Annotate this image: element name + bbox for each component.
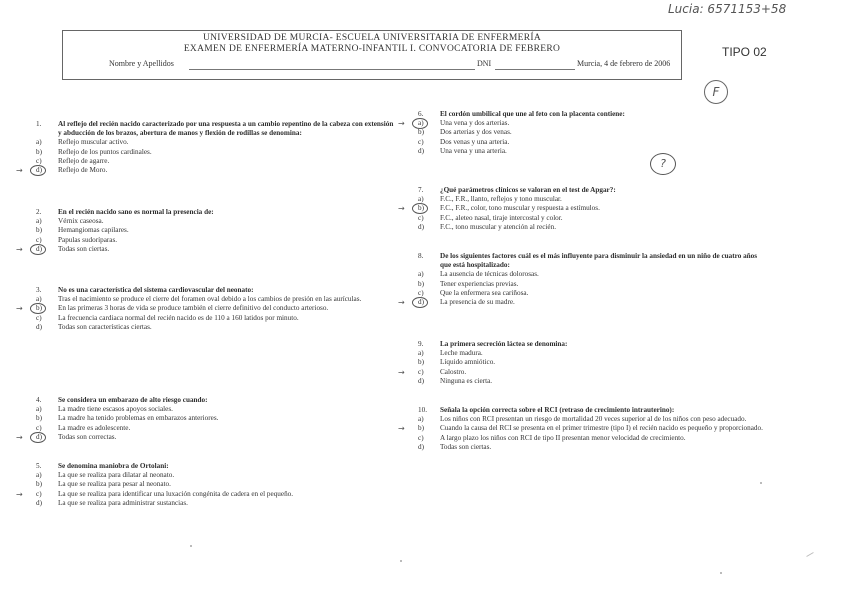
option — [418, 213, 650, 223]
option — [418, 128, 770, 137]
option-text: Dos arterias y dos venas. — [440, 128, 512, 137]
option-text: Reflejo de los puntos cardinales. — [58, 147, 152, 156]
option-text: Calostro. — [440, 367, 467, 376]
question-number: 5. — [36, 462, 42, 470]
option — [418, 195, 650, 204]
question-stem: Se denomina maniobra de Ortolani: — [58, 462, 169, 470]
option-text: La presencia de su madre. — [440, 298, 515, 307]
question-stem: ¿Qué parámetros clínicos se valoran en el test de Apgar?: — [440, 186, 616, 194]
option — [418, 376, 770, 386]
option-letter: c) — [36, 423, 42, 432]
option-text: Reflejo de Moro. — [58, 166, 108, 175]
question-number: 8. — [418, 252, 424, 260]
question-5 — [16, 462, 408, 508]
option — [418, 288, 770, 298]
option-text: Todas son características ciertas. — [58, 322, 152, 331]
option — [398, 424, 770, 434]
option-text: Los niños con RCI presentan un riesgo de mortalidad 20 veces superior al de los niños con peso adecuado. — [440, 415, 747, 424]
option-letter: c) — [36, 313, 42, 322]
option-text: F.C., F.R., color, tono muscular y respuesta a estímulos. — [440, 204, 600, 213]
question-stem: Señala la opción correcta sobre el RCI (retraso de crecimiento intrauterino): — [440, 406, 675, 414]
option-letter: b) — [36, 480, 42, 489]
exam-date: Murcia, 4 de febrero de 2006 — [577, 59, 671, 68]
option — [398, 204, 650, 214]
option — [16, 432, 398, 442]
handwritten-arrow-icon: → — [398, 367, 405, 377]
option — [36, 423, 398, 433]
handwritten-circled-letter: F — [704, 80, 728, 104]
option — [36, 226, 398, 235]
option-letter: d) — [36, 322, 42, 331]
option-text: Todas son ciertas. — [58, 244, 110, 253]
exam-header — [62, 30, 682, 80]
exam-type-label: TIPO 02 — [722, 45, 767, 59]
question-7 — [398, 186, 650, 232]
question-4 — [16, 396, 398, 442]
option-letter: a) — [418, 415, 424, 424]
option — [418, 349, 770, 358]
option — [36, 217, 398, 226]
option-letter: d) — [418, 442, 424, 451]
option-text: Ninguna es cierta. — [440, 376, 493, 385]
option-text: F.C., aleteo nasal, tiraje intercostal y color. — [440, 213, 563, 222]
option-letter: a) — [36, 138, 42, 147]
scan-speck — [806, 552, 813, 557]
option — [398, 367, 770, 377]
option — [36, 498, 408, 508]
question-9 — [398, 340, 770, 386]
question-8 — [398, 252, 770, 308]
handwritten-arrow-icon: → — [16, 244, 23, 254]
option-text: Dos venas y una arteria. — [440, 137, 510, 146]
scan-speck — [760, 482, 762, 484]
option-text: La madre ha tenido problemas en embarazos anteriores. — [58, 414, 219, 423]
question-2 — [16, 208, 398, 254]
option-letter: c) — [418, 288, 424, 297]
option-letter: b) — [36, 226, 42, 235]
option-letter: b) — [418, 424, 424, 433]
option-letter: d) — [418, 146, 424, 155]
handwritten-arrow-icon: → — [16, 304, 23, 314]
question-number: 2. — [36, 208, 42, 216]
option — [36, 405, 398, 414]
option-text: Que la enfermera sea cariñosa. — [440, 288, 529, 297]
option — [36, 295, 398, 304]
option — [36, 235, 398, 245]
option-text: Una vena y una arteria. — [440, 146, 507, 155]
option — [418, 442, 770, 452]
option-letter: c) — [418, 367, 424, 376]
option-letter: d) — [36, 166, 42, 175]
option-text: Todas son ciertas. — [440, 442, 492, 451]
question-number: 9. — [418, 340, 424, 348]
option-text: A largo plazo los niños con RCI de tipo II presentan menor velocidad de crecimiento. — [440, 433, 686, 442]
option-text: F.C., F.R., llanto, reflejos y tono muscular. — [440, 195, 562, 204]
question-6 — [398, 110, 770, 156]
scan-speck — [400, 560, 402, 562]
option-letter: a) — [418, 195, 424, 204]
option-text: Reflejo muscular activo. — [58, 138, 129, 147]
option-text: La que se realiza para identificar una luxación congénita de cadera en el pequeño. — [58, 489, 294, 498]
option-text: Tener experiencias previas. — [440, 279, 519, 288]
option-text: Todas son correctas. — [58, 432, 117, 441]
question-number: 10. — [418, 406, 427, 414]
option-letter: b) — [36, 414, 42, 423]
option-text: La madre es adolescente. — [58, 423, 131, 432]
option-letter: c) — [418, 137, 424, 146]
option — [418, 415, 770, 424]
option — [398, 298, 770, 308]
option — [418, 222, 650, 232]
question-stem: Al reflejo del recién nacido caracterizado por una respuesta a un cambio repentino de la cabeza con extensión y abducción de los brazos, abertura de manos y flexión de rodillas se denomina: — [58, 120, 394, 138]
option — [36, 156, 398, 166]
dni-underline — [495, 69, 575, 70]
question-number: 6. — [418, 110, 424, 118]
option-letter: d) — [418, 298, 424, 307]
option — [398, 119, 770, 129]
option-text: La que se realiza para administrar sustancias. — [58, 498, 188, 507]
option-letter: c) — [418, 213, 424, 222]
option-text: La que se realiza para dilatar al neonato. — [58, 471, 175, 480]
handwritten-arrow-icon: → — [16, 166, 23, 176]
handwritten-arrow-icon: → — [398, 119, 405, 129]
option-letter: d) — [418, 376, 424, 385]
option-letter: c) — [36, 156, 42, 165]
option-letter: a) — [36, 217, 42, 226]
option-text: En las primeras 3 horas de vida se produce también el cierre definitivo del conducto arterioso. — [58, 304, 329, 313]
option — [16, 166, 398, 176]
option — [36, 313, 398, 323]
question-number: 1. — [36, 120, 42, 128]
option-letter: a) — [36, 405, 42, 414]
option — [36, 147, 398, 157]
option-text: La madre tiene escasos apoyos sociales. — [58, 405, 173, 414]
handwritten-arrow-icon: → — [398, 298, 405, 308]
option-text: La frecuencia cardiaca normal del recién nacido es de 110 a 160 latidos por minuto. — [58, 313, 299, 322]
option-text: La ausencia de técnicas dolorosas. — [440, 270, 539, 279]
question-10 — [398, 406, 770, 452]
option-letter: c) — [36, 235, 42, 244]
option-letter: b) — [418, 128, 424, 137]
option — [418, 137, 770, 147]
option-letter: b) — [418, 279, 424, 288]
option-letter: d) — [36, 498, 42, 507]
option-letter: d) — [36, 244, 42, 253]
question-number: 4. — [36, 396, 42, 404]
option-text: Leche madura. — [440, 349, 483, 358]
handwritten-question-mark: ? — [650, 153, 676, 175]
question-stem: La primera secreción láctea se denomina: — [440, 340, 568, 348]
handwritten-arrow-icon: → — [398, 424, 405, 434]
option-letter: b) — [418, 204, 424, 213]
option-letter: c) — [36, 489, 42, 498]
option — [418, 146, 770, 156]
option-letter: d) — [418, 222, 424, 231]
option-text: Reflejo de agarre. — [58, 156, 110, 165]
option-text: La que se realiza para pesar al neonato. — [58, 480, 171, 489]
handwritten-arrow-icon: → — [16, 432, 23, 442]
handwritten-note: Lucia: 6571153+58 — [668, 2, 787, 16]
option-text: Líquido amniótico. — [440, 358, 496, 367]
dni-label: DNI — [477, 59, 492, 68]
scan-speck — [190, 545, 192, 547]
option — [36, 471, 408, 480]
question-stem: El cordón umbilical que une al feto con la placenta contiene: — [440, 110, 625, 118]
option — [36, 414, 398, 423]
option-text: Hemangiomas capilares. — [58, 226, 129, 235]
scan-speck — [720, 572, 722, 574]
question-stem: En el recién nacido sano es normal la presencia de: — [58, 208, 214, 216]
handwritten-arrow-icon: → — [398, 204, 405, 214]
option-letter: a) — [36, 471, 42, 480]
option-text: Cuando la causa del RCI se presenta en el primer trimestre (tipo I) el recién nacido es pequeño y proporcionado. — [440, 424, 763, 433]
question-number: 3. — [36, 286, 42, 294]
option — [16, 244, 398, 254]
question-3 — [16, 286, 398, 332]
option-text: F.C., tono muscular y atención al recién. — [440, 222, 556, 231]
handwritten-arrow-icon: → — [16, 489, 23, 499]
question-number: 7. — [418, 186, 424, 194]
option — [36, 480, 408, 489]
option — [418, 358, 770, 367]
option-letter: a) — [418, 349, 424, 358]
question-stem: Se considera un embarazo de alto riesgo cuando: — [58, 396, 208, 404]
name-label: Nombre y Apellidos — [109, 59, 174, 68]
option-letter: a) — [36, 295, 42, 304]
option — [36, 138, 398, 147]
question-stem: De los siguientes factores cuál es el más influyente para disminuir la ansiedad en un niño de cuatro años que está hospitalizado: — [440, 252, 758, 270]
option — [36, 322, 398, 332]
option-text: Papulas sudoríparas. — [58, 235, 118, 244]
option — [16, 304, 398, 314]
option — [418, 270, 770, 279]
option — [16, 489, 408, 499]
university-title: UNIVERSIDAD DE MURCIA- ESCUELA UNIVERSITARIA DE ENFERMERÍA — [202, 33, 542, 43]
option-letter: b) — [36, 304, 42, 313]
option-letter: c) — [418, 433, 424, 442]
option-letter: b) — [36, 147, 42, 156]
option-text: Vérnix caseosa. — [58, 217, 104, 226]
question-stem: No es una característica del sistema cardiovascular del neonato: — [58, 286, 254, 294]
option-letter: a) — [418, 270, 424, 279]
option-letter: d) — [36, 432, 42, 441]
name-underline — [189, 69, 475, 70]
option-letter: a) — [418, 119, 424, 128]
question-1 — [16, 120, 398, 176]
option-letter: b) — [418, 358, 424, 367]
option — [418, 433, 770, 443]
exam-title: EXAMEN DE ENFERMERÍA MATERNO-INFANTIL I. CONVOCATORIA DE FEBRERO — [183, 44, 561, 54]
option-text: Tras el nacimiento se produce el cierre del foramen oval debido a los cambios de presión en las aurículas. — [58, 295, 362, 304]
option — [418, 279, 770, 289]
option-text: Una vena y dos arterias. — [440, 119, 510, 128]
